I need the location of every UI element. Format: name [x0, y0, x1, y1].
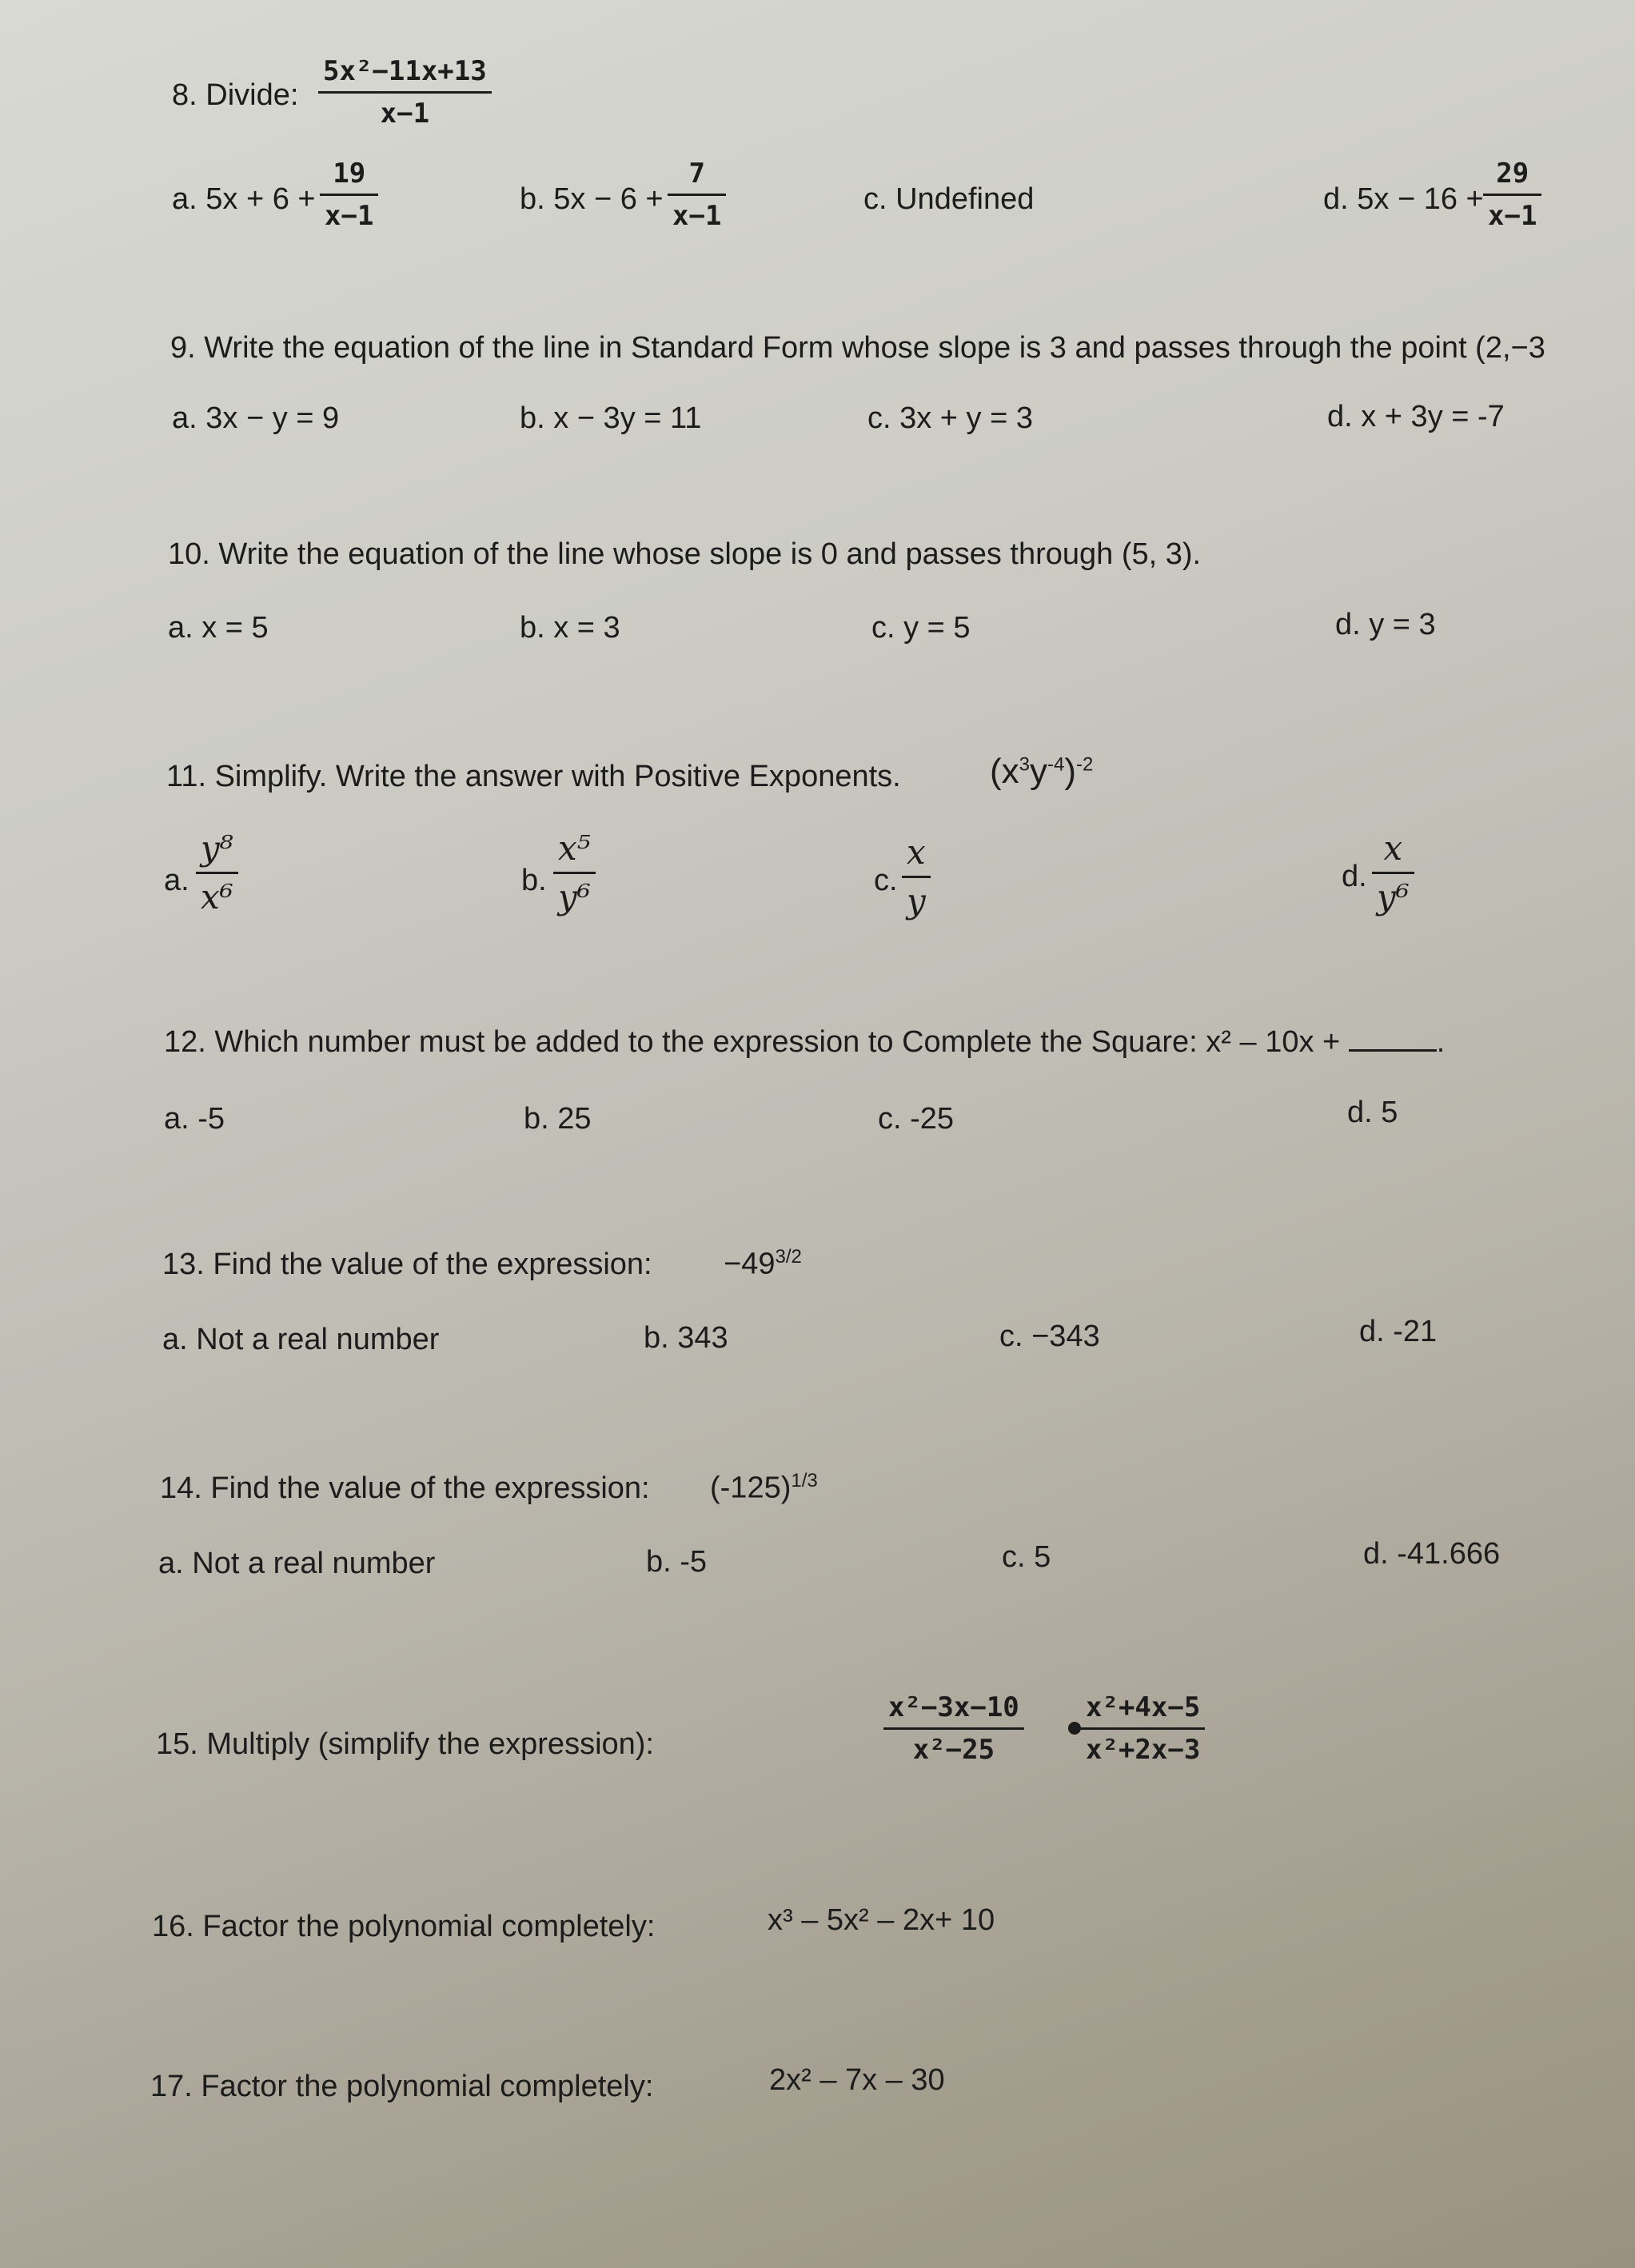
q9-option-b: b. x − 3y = 11 [520, 401, 702, 435]
q13-expr-base: −49 [724, 1247, 776, 1281]
q12-answer-blank[interactable] [1349, 1025, 1437, 1052]
q11-option-a-label: a. [164, 864, 189, 897]
q11-expr-mid: y [1030, 752, 1048, 791]
q13-option-c: c. −343 [999, 1320, 1100, 1353]
q15-f1-den: x²−25 [912, 1734, 995, 1766]
q12-option-d: d. 5 [1347, 1096, 1398, 1129]
q10-text: 10. Write the equation of the line whose slope is 0 and passes through (5, 3). [168, 537, 1202, 571]
q11-expr-exp3: -2 [1076, 753, 1094, 776]
q14-text: 14. Find the value of the expression: [160, 1471, 650, 1505]
q13-expr-exp: 3/2 [775, 1246, 802, 1268]
q14-option-a: a. Not a real number [158, 1547, 436, 1580]
q11-d-den: y⁶ [1377, 877, 1410, 916]
q17-expression: 2x² – 7x – 30 [769, 2063, 945, 2097]
q8-fraction [318, 55, 492, 130]
q15-f2-den: x²+2x−3 [1086, 1734, 1201, 1766]
q14-option-d: d. -41.666 [1363, 1537, 1501, 1571]
q14-option-b: b. -5 [646, 1545, 708, 1579]
q15-fraction-1 [883, 1691, 1024, 1766]
q11-expr-close: ) [1064, 752, 1077, 791]
q9-text: 9. Write the equation of the line in Standard Form whose slope is 3 and passes through the point (2,−3 [170, 331, 1545, 365]
q8-option-a: a. 5x + 6 + [172, 182, 316, 216]
q14-expr-base: (-125) [710, 1471, 792, 1505]
q8-option-d-fraction [1483, 160, 1541, 230]
q11-expr-exp1: 3 [1019, 753, 1031, 776]
q8-denominator: x−1 [380, 98, 430, 130]
q15-multiply-dot [1068, 1722, 1081, 1735]
q9-option-d: d. x + 3y = -7 [1327, 400, 1505, 433]
q11-a-den: x⁶ [201, 877, 233, 916]
q11-option-b-label: b. [521, 864, 547, 897]
q8-numerator: 5x²−11x+13 [323, 55, 487, 87]
q11-option-a-fraction [196, 829, 238, 916]
q17-text: 17. Factor the polynomial completely: [150, 2070, 654, 2103]
q16-text: 16. Factor the polynomial completely: [152, 1910, 656, 1943]
q11-expr-base: (x [990, 752, 1019, 791]
q12-option-c: c. -25 [878, 1102, 955, 1136]
q8-d-num: 29 [1496, 158, 1529, 190]
q11-c-num: x [907, 833, 926, 872]
q11-option-b-fraction [553, 829, 596, 916]
q11-b-num: x⁵ [558, 829, 591, 868]
q14-expr-exp: 1/3 [791, 1470, 818, 1491]
q10-option-c: c. y = 5 [871, 611, 971, 645]
q14-expression [710, 1470, 818, 1506]
q11-a-num: y⁸ [201, 829, 233, 868]
q15-f2-num: x²+4x−5 [1086, 1691, 1201, 1723]
q12-option-a: a. -5 [164, 1102, 225, 1136]
q13-option-d: d. -21 [1359, 1315, 1438, 1348]
q12-option-b: b. 25 [524, 1102, 592, 1136]
q11-option-c-label: c. [874, 864, 898, 897]
q11-d-num: x [1383, 829, 1403, 868]
q8-option-b-fraction [668, 160, 726, 230]
q10-option-b: b. x = 3 [520, 611, 620, 645]
q8-option-b: b. 5x − 6 + [520, 182, 664, 216]
q11-b-den: y⁶ [558, 877, 591, 916]
q8-option-c: c. Undefined [863, 182, 1035, 216]
q8-a-num: 19 [333, 158, 366, 190]
q13-expression [724, 1246, 802, 1282]
q13-option-b: b. 343 [644, 1321, 728, 1355]
q8-a-den: x−1 [325, 200, 374, 232]
q10-option-a: a. x = 5 [168, 611, 269, 645]
q13-option-a: a. Not a real number [162, 1323, 440, 1356]
q10-option-d: d. y = 3 [1335, 608, 1436, 641]
q8-option-d: d. 5x − 16 + [1323, 182, 1484, 216]
q12-text-main: 12. Which number must be added to the expression to Complete the Square: x² – 10x + [164, 1025, 1341, 1059]
q11-text: 11. Simplify. Write the answer with Positive Exponents. [166, 760, 901, 793]
q8-option-a-fraction [320, 160, 378, 230]
q11-option-c-fraction [902, 833, 931, 920]
q12-text-end: . [1436, 1025, 1446, 1059]
q15-fraction-2 [1081, 1691, 1205, 1766]
q8-label: 8. Divide: [172, 78, 299, 112]
q11-expression [990, 752, 1093, 792]
q8-b-num: 7 [688, 158, 705, 190]
q12-text [164, 1025, 1445, 1060]
q15-f1-num: x²−3x−10 [888, 1691, 1019, 1723]
q9-option-c: c. 3x + y = 3 [867, 401, 1033, 435]
q14-option-c: c. 5 [1002, 1540, 1051, 1574]
q8-b-den: x−1 [672, 200, 722, 232]
q16-expression: x³ – 5x² – 2x+ 10 [768, 1903, 995, 1937]
q8-d-den: x−1 [1488, 200, 1537, 232]
q13-text: 13. Find the value of the expression: [162, 1248, 652, 1281]
q9-option-a: a. 3x − y = 9 [172, 401, 340, 435]
q11-c-den: y [907, 881, 926, 920]
q11-option-d-fraction [1372, 829, 1414, 916]
q11-option-d-label: d. [1342, 860, 1367, 893]
q11-expr-exp2: -4 [1047, 753, 1065, 776]
q15-text: 15. Multiply (simplify the expression): [156, 1727, 654, 1761]
